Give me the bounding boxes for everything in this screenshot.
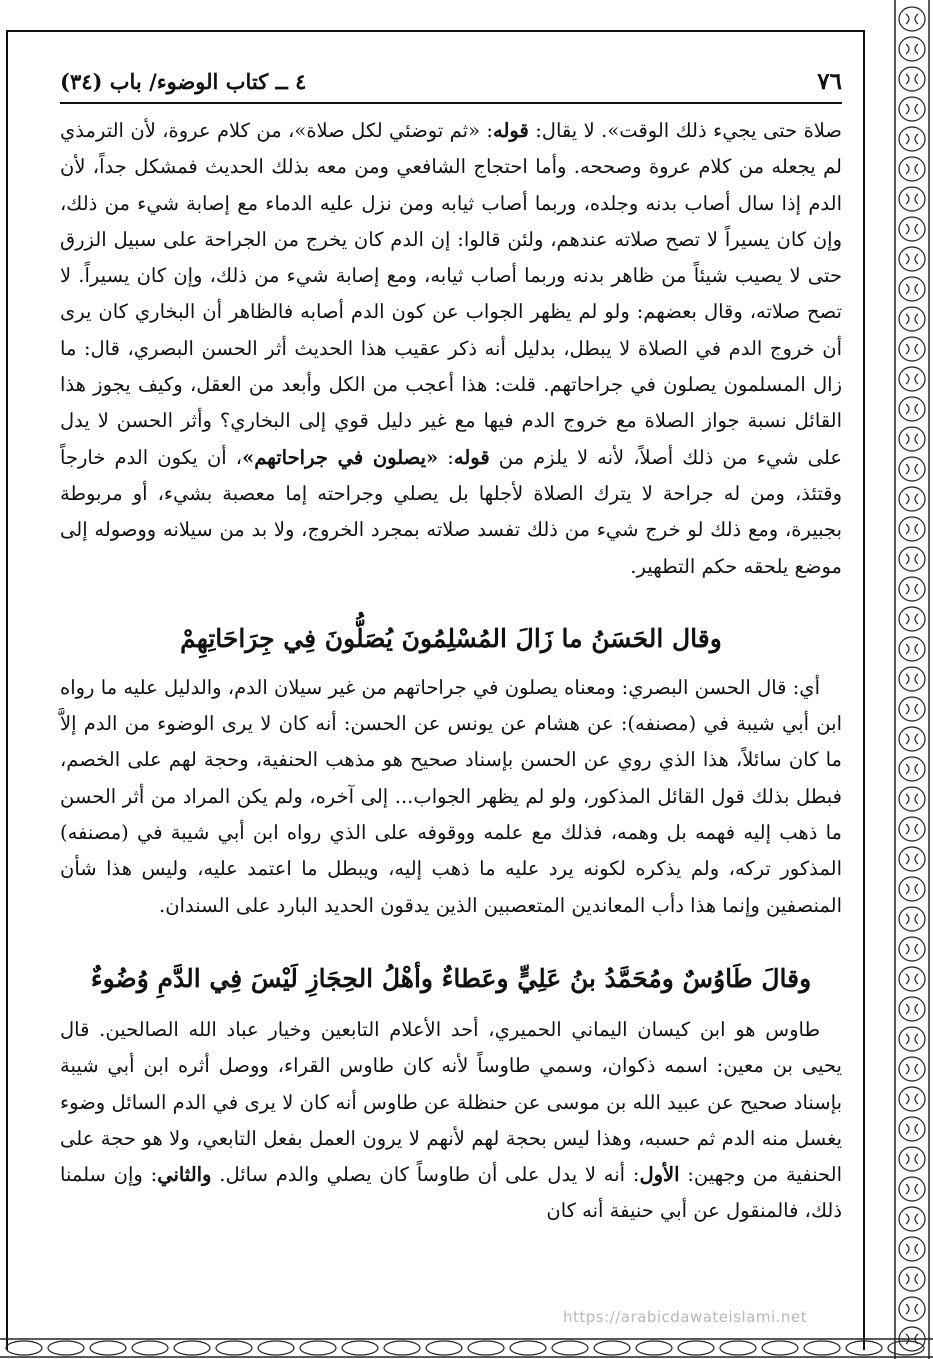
chapter-heading-hasan: وقال الحَسَنُ ما زَالَ المُسْلِمُونَ يُصَلُّونَ فِي جِرَاحَاتِهِمْ: [180, 623, 722, 653]
border-ornament: [594, 1341, 630, 1355]
border-ornament: [899, 907, 925, 931]
border-ornament: [899, 577, 925, 601]
page-content: [60, 60, 842, 1230]
border-ornament-detail: [906, 914, 918, 924]
border-ornament: [216, 1341, 252, 1355]
border-ornament-detail: [906, 1124, 918, 1134]
border-ornament-detail: [906, 614, 918, 624]
border-ornament-detail: [906, 464, 918, 474]
border-ornament: [720, 1341, 756, 1355]
border-ornament: [48, 1341, 84, 1355]
bold-run: والثاني: [157, 1163, 212, 1187]
text-run: :: [438, 445, 454, 469]
border-ornament-detail: [906, 734, 918, 744]
border-ornament: [899, 337, 925, 361]
text-run: ، أن يكون الدم خارجاً وقتئذ، ومن له جراحة لا يترك الصلاة لأجلها بل يصلي وجراحته إما معصبة بشيء، أو مربوطة بجبيرة، ومع ذلك لو خرج شيء من ذلك تفسد صلاته بمجرد الخروج، ولا بد من سيلانه ووصوله إلى موضع يلحقه حكم التطهير.: [60, 445, 842, 578]
ornamental-border-right: [889, 0, 933, 1359]
border-ornament-detail: [906, 554, 918, 564]
border-ornament: [468, 1341, 504, 1355]
border-ornament: [342, 1341, 378, 1355]
border-ornament: [899, 127, 925, 151]
border-ornament: [899, 37, 925, 61]
border-ornament-detail: [906, 884, 918, 894]
border-ornament: [899, 1147, 925, 1171]
border-ornament: [899, 937, 925, 961]
border-ornament: [899, 427, 925, 451]
text-run: صلاة حتى يجيء ذلك الوقت». لا يقال:: [528, 119, 842, 142]
border-ornament-detail: [906, 404, 918, 414]
border-ornament-detail: [906, 134, 918, 144]
border-ornament: [899, 607, 925, 631]
text-run: : «ثم توضئي لكل صلاة»، من كلام عروة، لأن الترمذي لم يجعله من كلام عروة وصححه. وأما احتجاج الشافعي ومن معه بذلك الحديث فمشكل جداً، لأن الدم إذا سال أصاب بدنه وجلده، وربما أصاب ثيابه ومن نزل عليه الدماء مع إصابة شيء من ذلك، وإن كان يسيراً لا تصح صلاته عندهم، ولئن قالوا: إن الدم كان يخرج من الجراحة على سبيل الزرق حتى لا يصيب شيئاً من ظاهر بدنه وربما أصاب ثيابه، ومع إصابة شيء من ذلك، وإن كان يسيراً. لا تصح صلاته، وقال بعضهم: ولو لم يظهر الجواب عن كون الدم أصابه فالظاهر أن البخاري كان يرى أن خروج الدم في الصلاة لا يبطل، بدليل أنه ذكر عقيب هذا الحديث أثر الحسن البصري، قال: ما زال المسلمون يصلون في جراحاتهم. قلت: هذا أعجب من الكل وأبعد من العقل، وكيف يجوز هذا القائل نسبة جواز الصلاة مع خروج الدم فيها مع غير دليل قوي إلى البخاري؟ وأثر الحسن لا يدل على شيء من ذلك أصلاً، لأنه لا يلزم من: [60, 119, 842, 469]
border-ornament: [174, 1341, 210, 1355]
border-ornament: [899, 757, 925, 781]
border-ornament-detail: [906, 14, 918, 24]
border-ornament-detail: [906, 224, 918, 234]
border-ornament-detail: [906, 1064, 918, 1074]
page-number: ٧٦: [817, 67, 842, 95]
border-ornament: [804, 1341, 840, 1355]
border-ornament: [90, 1341, 126, 1355]
border-ornament-detail: [906, 254, 918, 264]
border-ornament: [899, 877, 925, 901]
text-run: : أنه لا يدل على أن طاوساً كان يصلي والدم سائل.: [211, 1163, 640, 1187]
border-ornament-detail: [906, 344, 918, 354]
border-ornament-detail: [906, 794, 918, 804]
border-ornament: [899, 847, 925, 871]
bold-run: «يصلون في جراحاتهم»: [242, 445, 439, 469]
border-ornament: [899, 247, 925, 271]
border-ornament: [678, 1341, 714, 1355]
border-ornament: [899, 397, 925, 421]
ornamental-border-bottom: [0, 1337, 933, 1359]
border-ornament: [899, 67, 925, 91]
border-ornament-detail: [906, 1034, 918, 1044]
border-ornament: [899, 697, 925, 721]
text-run: : وإن سلمنا ذلك، فالمنقول عن أبي حنيفة أنه كان: [60, 1163, 842, 1223]
border-ornament: [899, 997, 925, 1021]
border-ornament: [899, 1117, 925, 1141]
border-ornament: [899, 1207, 925, 1231]
border-ornament: [899, 727, 925, 751]
border-ornament: [899, 1087, 925, 1111]
border-ornament: [899, 517, 925, 541]
border-ornament-detail: [906, 1004, 918, 1014]
border-ornament: [899, 817, 925, 841]
bold-run: الأول: [639, 1163, 680, 1187]
running-header: [60, 60, 842, 104]
border-ornament-detail: [906, 74, 918, 84]
border-ornament: [899, 277, 925, 301]
border-ornament-detail: [906, 314, 918, 324]
commentary-paragraph-3: [60, 1012, 842, 1230]
border-ornament: [899, 157, 925, 181]
bold-run: قوله: [493, 119, 529, 142]
border-ornament-detail: [906, 644, 918, 654]
border-ornament-detail: [906, 194, 918, 204]
border-ornament: [846, 1341, 882, 1355]
running-title: ٤ ــ كتاب الوضوء/ باب (٣٤): [60, 68, 307, 94]
border-ornament: [899, 217, 925, 241]
border-ornament: [300, 1341, 336, 1355]
border-ornament-detail: [906, 374, 918, 384]
border-ornament-detail: [906, 524, 918, 534]
border-ornament-detail: [906, 1244, 918, 1254]
border-ornament: [510, 1341, 546, 1355]
border-ornament: [6, 1341, 42, 1355]
border-ornament: [636, 1341, 672, 1355]
border-ornament-detail: [906, 494, 918, 504]
border-ornament-detail: [906, 1184, 918, 1194]
border-ornament: [899, 367, 925, 391]
border-ornament: [899, 1267, 925, 1291]
border-ornament: [899, 1177, 925, 1201]
border-ornament: [258, 1341, 294, 1355]
border-ornament-detail: [906, 584, 918, 594]
commentary-paragraph-2: [60, 670, 842, 924]
border-ornament: [899, 97, 925, 121]
border-ornament-detail: [906, 974, 918, 984]
border-ornament: [899, 1297, 925, 1321]
border-ornament: [762, 1341, 798, 1355]
border-ornament: [899, 667, 925, 691]
border-ornament-detail: [906, 104, 918, 114]
border-ornament-detail: [906, 944, 918, 954]
border-ornament-detail: [906, 764, 918, 774]
bold-run: قوله: [453, 445, 490, 469]
border-ornament: [899, 967, 925, 991]
commentary-paragraph-1: [60, 113, 842, 585]
border-ornament-detail: [906, 854, 918, 864]
border-ornament: [899, 7, 925, 31]
border-ornament-detail: [906, 164, 918, 174]
border-ornament: [899, 187, 925, 211]
text-run: أي: قال الحسن البصري: ومعناه يصلون في جراحاتهم من غير سيلان الدم، والدليل عليه ما رواه ابن أبي شيبة في (مصنفه): عن هشام عن يونس عن الحسن: أنه كان لا يرى الوضوء من الدم إلاَّ ما كان سائلاً، هذا الذي روي عن الحسن بإسناد صحيح هو مذهب الحنفية، وحجة لهم على الخصم، فبطل بذلك قول القائل المذكور، ولو لم يظهر الجواب... إلى آخره، ولم يكن المراد من أثر الحسن ما ذهب إليه فهمه بل وهمه، فذلك مع علمه ووقوفه على الذي رواه ابن أبي شيبة في (مصنفه) المذكور تركه، ولم يذكره لكونه يرد عليه ما ذهب إليه، ويبطل ما اعتمد عليه، وليس هذا شأن المنصفين وإنما هذا دأب المعاندين المتعصبين الذين يدقون الحديد البارد على السندان.: [60, 675, 842, 917]
border-ornament-detail: [906, 284, 918, 294]
border-ornament: [899, 787, 925, 811]
border-ornament-detail: [906, 1274, 918, 1284]
border-ornament-detail: [906, 674, 918, 684]
border-ornament: [132, 1341, 168, 1355]
border-ornament: [899, 487, 925, 511]
border-ornament: [888, 1341, 924, 1355]
border-ornament: [899, 457, 925, 481]
chapter-heading-tawus: وقالَ طَاوُسٌ ومُحَمَّدُ بنُ عَلِيٍّ وعَطاءٌ وأهْلُ الحِجَازِ لَيْسَ فِي الدَّمِ وُضُوءٌ: [90, 963, 812, 993]
border-ornament: [899, 1057, 925, 1081]
border-ornament-detail: [906, 1154, 918, 1164]
border-ornament-detail: [906, 434, 918, 444]
border-ornament-detail: [906, 704, 918, 714]
border-ornament: [899, 637, 925, 661]
border-ornament: [899, 307, 925, 331]
border-ornament-detail: [906, 1304, 918, 1314]
border-ornament-detail: [906, 1094, 918, 1104]
border-ornament-detail: [906, 824, 918, 834]
text-run: طاوس هو ابن كيسان اليماني الحميري، أحد الأعلام التابعين وخيار عباد الله الصالحين. قال يحيى بن معين: اسمه ذكوان، وسمي طاوساً لأنه كان طاوس القراء، ووصل أثره ابن أبي شيبة بإسناد صحيح عن عبيد الله بن موسى عن حنظلة عن طاوس أنه كان لا يرى في الدم السائل وضوء يغسل منه الدم ثم حسبه، وهذا ليس بحجة لهم لأنهم لا يرون العمل بفعل التابعي، ولا هو حجة على الحنفية من وجهين:: [60, 1017, 842, 1187]
border-ornament: [899, 1237, 925, 1261]
watermark-url: https://arabicdawateislami.net: [563, 1308, 808, 1326]
border-ornament-detail: [906, 44, 918, 54]
border-ornament: [552, 1341, 588, 1355]
border-ornament: [899, 1027, 925, 1051]
border-ornament: [384, 1341, 420, 1355]
border-ornament-detail: [906, 1214, 918, 1224]
border-ornament: [426, 1341, 462, 1355]
border-ornament: [899, 547, 925, 571]
